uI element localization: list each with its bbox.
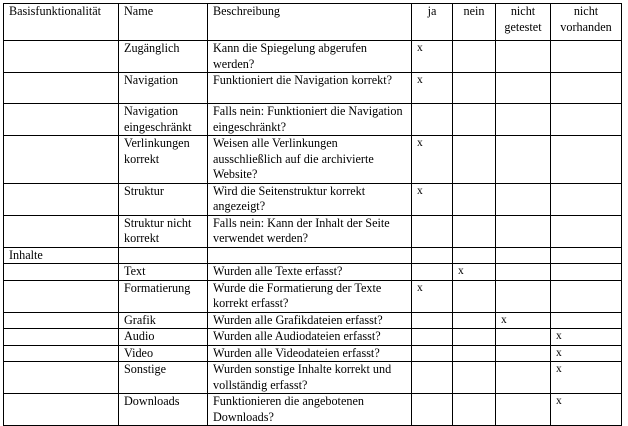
cell-beschreibung: Weisen alle Verlinkungen ausschließlich auf die archivierte Website? [208, 136, 412, 184]
cell-ja [412, 329, 453, 346]
table-row [4, 329, 622, 346]
cell-beschreibung: Kann die Spiegelung abgerufen werden? [208, 41, 412, 73]
cell-name: Sonstige [119, 362, 208, 394]
cell-ja [412, 312, 453, 329]
cell-beschreibung [208, 247, 412, 264]
table-row [4, 136, 622, 184]
cell-nicht-vorhanden [551, 280, 622, 312]
cell-name: Text [119, 264, 208, 281]
cell-basis [4, 329, 119, 346]
cell-nein [453, 183, 496, 215]
cell-nicht-vorhanden [551, 183, 622, 215]
table-row [4, 215, 622, 247]
cell-name: Audio [119, 329, 208, 346]
cell-nicht-vorhanden [551, 215, 622, 247]
table-row [4, 280, 622, 312]
table-row [4, 183, 622, 215]
cell-nicht-getestet [496, 247, 551, 264]
cell-ja [412, 362, 453, 394]
cell-ja: x [412, 136, 453, 184]
cell-nicht-vorhanden [551, 41, 622, 73]
cell-nicht-getestet: x [496, 312, 551, 329]
cell-beschreibung: Wurde die Formatierung der Texte korrekt erfasst? [208, 280, 412, 312]
cell-nein [453, 329, 496, 346]
cell-nicht-getestet [496, 329, 551, 346]
cell-basis [4, 104, 119, 136]
header-nicht-vorhanden: nicht vorhanden [551, 4, 622, 41]
cell-basis [4, 312, 119, 329]
cell-beschreibung: Wurden alle Texte erfasst? [208, 264, 412, 281]
cell-basis [4, 280, 119, 312]
cell-nein [453, 136, 496, 184]
cell-nicht-getestet [496, 104, 551, 136]
cell-name: Verlinkungen korrekt [119, 136, 208, 184]
header-row [4, 4, 622, 41]
cell-beschreibung: Funktioniert die Navigation korrekt? [208, 73, 412, 104]
cell-nicht-vorhanden: x [551, 329, 622, 346]
cell-ja: x [412, 73, 453, 104]
cell-beschreibung: Wurden sonstige Inhalte korrekt und vollständig erfasst? [208, 362, 412, 394]
cell-nicht-getestet [496, 73, 551, 104]
table-row [4, 264, 622, 281]
cell-nein [453, 312, 496, 329]
cell-nein [453, 41, 496, 73]
header-nein: nein [453, 4, 496, 41]
cell-basis [4, 215, 119, 247]
cell-beschreibung: Falls nein: Kann der Inhalt der Seite verwendet werden? [208, 215, 412, 247]
cell-name: Struktur nicht korrekt [119, 215, 208, 247]
cell-name [119, 247, 208, 264]
cell-nicht-vorhanden: x [551, 394, 622, 426]
cell-nicht-getestet [496, 394, 551, 426]
table-row [4, 104, 622, 136]
cell-basis [4, 73, 119, 104]
cell-name: Struktur [119, 183, 208, 215]
cell-nicht-vorhanden [551, 312, 622, 329]
cell-name: Grafik [119, 312, 208, 329]
section-row-inhalte [4, 247, 622, 264]
cell-ja [412, 345, 453, 362]
cell-nein [453, 394, 496, 426]
cell-basis [4, 136, 119, 184]
cell-name: Video [119, 345, 208, 362]
cell-nicht-vorhanden [551, 264, 622, 281]
cell-nicht-vorhanden [551, 247, 622, 264]
cell-name: Navigation [119, 73, 208, 104]
cell-nein [453, 280, 496, 312]
cell-beschreibung: Wurden alle Audiodateien erfasst? [208, 329, 412, 346]
cell-nicht-getestet [496, 280, 551, 312]
cell-nicht-vorhanden: x [551, 362, 622, 394]
cell-nicht-getestet [496, 362, 551, 394]
cell-nicht-getestet [496, 136, 551, 184]
cell-nein [453, 215, 496, 247]
cell-nicht-getestet [496, 264, 551, 281]
cell-ja: x [412, 183, 453, 215]
cell-nicht-vorhanden [551, 73, 622, 104]
table-row [4, 394, 622, 426]
cell-beschreibung: Wird die Seitenstruktur korrekt angezeigt? [208, 183, 412, 215]
cell-nicht-vorhanden [551, 104, 622, 136]
header-basisfunktionalitaet: Basisfunktionalität [4, 4, 119, 41]
cell-nein [453, 345, 496, 362]
cell-ja [412, 215, 453, 247]
cell-nein: x [453, 264, 496, 281]
cell-nicht-getestet [496, 183, 551, 215]
cell-name: Navigation eingeschränkt [119, 104, 208, 136]
cell-basis [4, 264, 119, 281]
cell-basis [4, 362, 119, 394]
cell-beschreibung: Funktionieren die angebotenen Downloads? [208, 394, 412, 426]
cell-nicht-vorhanden: x [551, 345, 622, 362]
cell-name: Zugänglich [119, 41, 208, 73]
table-row [4, 345, 622, 362]
header-beschreibung: Beschreibung [208, 4, 412, 41]
cell-basis [4, 183, 119, 215]
cell-nicht-getestet [496, 41, 551, 73]
cell-nicht-vorhanden [551, 136, 622, 184]
cell-ja: x [412, 280, 453, 312]
cell-nicht-getestet [496, 345, 551, 362]
cell-ja: x [412, 41, 453, 73]
cell-ja [412, 104, 453, 136]
table-row [4, 41, 622, 73]
header-ja: ja [412, 4, 453, 41]
cell-nein [453, 104, 496, 136]
cell-nein [453, 73, 496, 104]
cell-beschreibung: Falls nein: Funktioniert die Navigation eingeschränkt? [208, 104, 412, 136]
table-row [4, 312, 622, 329]
cell-nicht-getestet [496, 215, 551, 247]
cell-basis [4, 345, 119, 362]
cell-ja [412, 247, 453, 264]
cell-basis: Inhalte [4, 247, 119, 264]
cell-ja [412, 264, 453, 281]
header-nicht-getestet: nicht getestet [496, 4, 551, 41]
table-row [4, 73, 622, 104]
cell-beschreibung: Wurden alle Grafikdateien erfasst? [208, 312, 412, 329]
cell-beschreibung: Wurden alle Videodateien erfasst? [208, 345, 412, 362]
cell-name: Formatierung [119, 280, 208, 312]
header-name: Name [119, 4, 208, 41]
cell-nein [453, 362, 496, 394]
cell-ja [412, 394, 453, 426]
cell-nein [453, 247, 496, 264]
cell-name: Downloads [119, 394, 208, 426]
table-row [4, 362, 622, 394]
functionality-checklist-table [3, 3, 622, 426]
cell-basis [4, 394, 119, 426]
cell-basis [4, 41, 119, 73]
